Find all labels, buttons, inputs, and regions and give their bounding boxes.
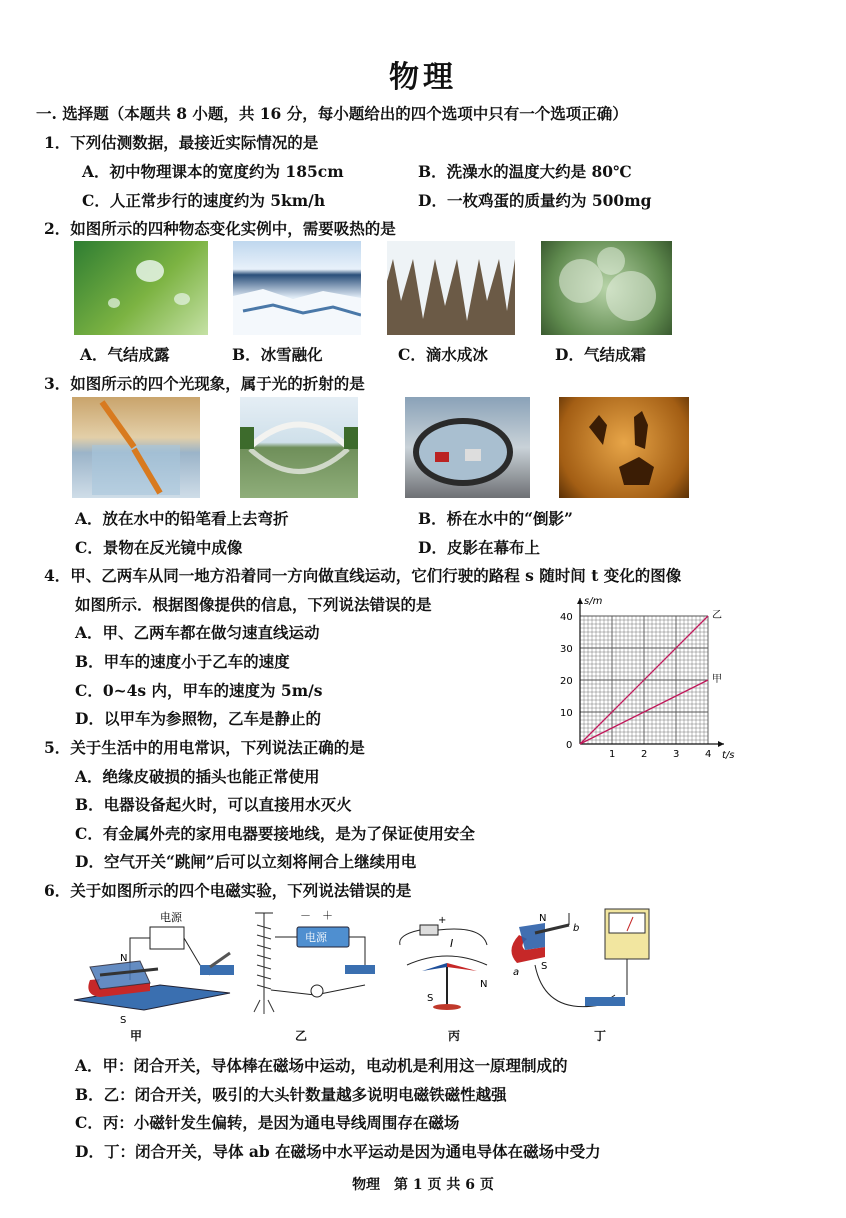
q3-option-b[interactable]: B．桥在水中的“倒影” bbox=[418, 509, 573, 528]
q1-option-c[interactable]: C．人正常步行的速度约为 5km/h bbox=[82, 191, 326, 210]
ice-melting-photo bbox=[233, 241, 361, 335]
q6-stem: 6．关于如图所示的四个电磁实验，下列说法错误的是 bbox=[44, 881, 412, 900]
fig-label-bing: 丙 bbox=[448, 1029, 461, 1043]
q4-option-d[interactable]: D．以甲车为参照物，乙车是静止的 bbox=[75, 709, 321, 728]
bing-s-label: S bbox=[427, 993, 434, 1004]
q2-option-c[interactable]: C．滴水成冰 bbox=[398, 345, 488, 364]
x-tick-label: 1 bbox=[609, 749, 616, 760]
experiment-jia-figure bbox=[70, 905, 240, 1025]
fig-label-ding: 丁 bbox=[594, 1029, 607, 1043]
q4-stem-line1: 4．甲、乙两车从同一地方沿着同一方向做直线运动，它们行驶的路程 s 随时间 t 变化的图像 bbox=[44, 566, 682, 585]
q3-stem: 3．如图所示的四个光现象，属于光的折射的是 bbox=[44, 374, 365, 393]
q2-option-b[interactable]: B．冰雪融化 bbox=[232, 345, 323, 364]
y-axis-label: s/m bbox=[584, 596, 603, 607]
bridge-reflection-photo bbox=[240, 397, 358, 498]
dew-photo bbox=[74, 241, 208, 335]
frost-photo bbox=[541, 241, 672, 335]
q1-option-a[interactable]: A．初中物理课本的宽度约为 185cm bbox=[82, 162, 344, 181]
section-heading: 一. 选择题（本题共 8 小题，共 16 分，每小题给出的四个选项中只有一个选项正确） bbox=[36, 104, 628, 123]
q5-option-b[interactable]: B．电器设备起火时，可以直接用水灭火 bbox=[75, 795, 352, 814]
s-t-graph bbox=[556, 596, 746, 762]
y-axis-arrow bbox=[577, 598, 583, 604]
x-tick-label: 4 bbox=[705, 749, 712, 760]
y-tick-label: 30 bbox=[560, 644, 573, 655]
q1-option-b[interactable]: B．洗澡水的温度大约是 80℃ bbox=[418, 162, 632, 181]
y-tick-label: 10 bbox=[560, 708, 573, 719]
q4-stem-line2: 如图所示．根据图像提供的信息，下列说法错误的是 bbox=[75, 595, 432, 614]
q5-stem: 5．关于生活中的用电常识，下列说法正确的是 bbox=[44, 738, 365, 757]
experiment-yi-figure bbox=[245, 905, 385, 1025]
q3-option-d[interactable]: D．皮影在幕布上 bbox=[418, 538, 540, 557]
x-tick-label: 3 bbox=[673, 749, 680, 760]
ding-b-label: b bbox=[573, 923, 580, 934]
pencil-in-water-photo bbox=[72, 397, 200, 498]
page-footer: 物理 第 1 页 共 6 页 bbox=[352, 1177, 494, 1193]
jia-power-label: 电源 bbox=[160, 911, 182, 924]
q6-option-c[interactable]: C．丙：小磁针发生偏转，是因为通电导线周围存在磁场 bbox=[75, 1113, 460, 1132]
x-axis-label: t/s bbox=[722, 750, 735, 761]
q1-stem: 1．下列估测数据，最接近实际情况的是 bbox=[44, 133, 319, 152]
jia-n-label: N bbox=[120, 953, 128, 964]
series-label-yi: 乙 bbox=[712, 610, 722, 621]
q5-option-d[interactable]: D．空气开关“跳闸”后可以立刻将闸合上继续用电 bbox=[75, 852, 417, 871]
y-tick-label: 40 bbox=[560, 612, 573, 623]
x-axis-arrow bbox=[718, 741, 724, 747]
ding-a-label: a bbox=[513, 967, 520, 978]
q2-option-d[interactable]: D．气结成霜 bbox=[555, 345, 646, 364]
q5-option-c[interactable]: C．有金属外壳的家用电器要接地线，是为了保证使用安全 bbox=[75, 824, 475, 843]
q3-option-c[interactable]: C．景物在反光镜中成像 bbox=[75, 538, 243, 557]
ding-s-label: S bbox=[541, 961, 548, 972]
svg-text:+: + bbox=[438, 915, 447, 926]
series-label-jia: 甲 bbox=[712, 674, 722, 685]
q6-option-a[interactable]: A．甲：闭合开关，导体棒在磁场中运动，电动机是利用这一原理制成的 bbox=[75, 1056, 568, 1075]
jia-s-label: S bbox=[120, 1015, 127, 1025]
shadow-puppet-photo bbox=[559, 397, 689, 498]
experiment-ding-figure bbox=[505, 905, 665, 1025]
q1-option-d[interactable]: D．一枚鸡蛋的质量约为 500mg bbox=[418, 191, 652, 210]
y-tick-label: 0 bbox=[566, 740, 573, 751]
q5-option-a[interactable]: A．绝缘皮破损的插头也能正常使用 bbox=[75, 767, 320, 786]
q4-option-c[interactable]: C．0~4s 内，甲车的速度为 5m/s bbox=[75, 681, 323, 700]
car-mirror-photo bbox=[405, 397, 530, 498]
q6-option-d[interactable]: D．丁：闭合开关，导体 ab 在磁场中水平运动是因为通电导体在磁场中受力 bbox=[75, 1142, 601, 1161]
ding-n-label: N bbox=[539, 913, 547, 924]
page-title: 物理 bbox=[389, 60, 457, 95]
fig-label-yi: 乙 bbox=[295, 1029, 308, 1043]
y-tick-label: 20 bbox=[560, 676, 573, 687]
icicle-photo bbox=[387, 241, 515, 335]
q4-option-b[interactable]: B．甲车的速度小于乙车的速度 bbox=[75, 652, 290, 671]
q3-option-a[interactable]: A．放在水中的铅笔看上去弯折 bbox=[75, 509, 289, 528]
fig-label-jia: 甲 bbox=[130, 1029, 143, 1043]
x-tick-label: 2 bbox=[641, 749, 648, 760]
yi-power-label: 电源 bbox=[305, 931, 327, 944]
bing-n-label: N bbox=[480, 979, 488, 990]
experiment-bing-figure bbox=[392, 905, 502, 1025]
q2-option-a[interactable]: A．气结成露 bbox=[80, 345, 170, 364]
q2-stem: 2．如图所示的四种物态变化实例中，需要吸热的是 bbox=[44, 219, 396, 238]
bing-current-label: I bbox=[450, 937, 454, 950]
q6-option-b[interactable]: B．乙：闭合开关，吸引的大头针数量越多说明电磁铁磁性越强 bbox=[75, 1085, 507, 1104]
q4-option-a[interactable]: A．甲、乙两车都在做匀速直线运动 bbox=[75, 623, 320, 642]
svg-text:－ ＋: － ＋ bbox=[300, 909, 333, 922]
